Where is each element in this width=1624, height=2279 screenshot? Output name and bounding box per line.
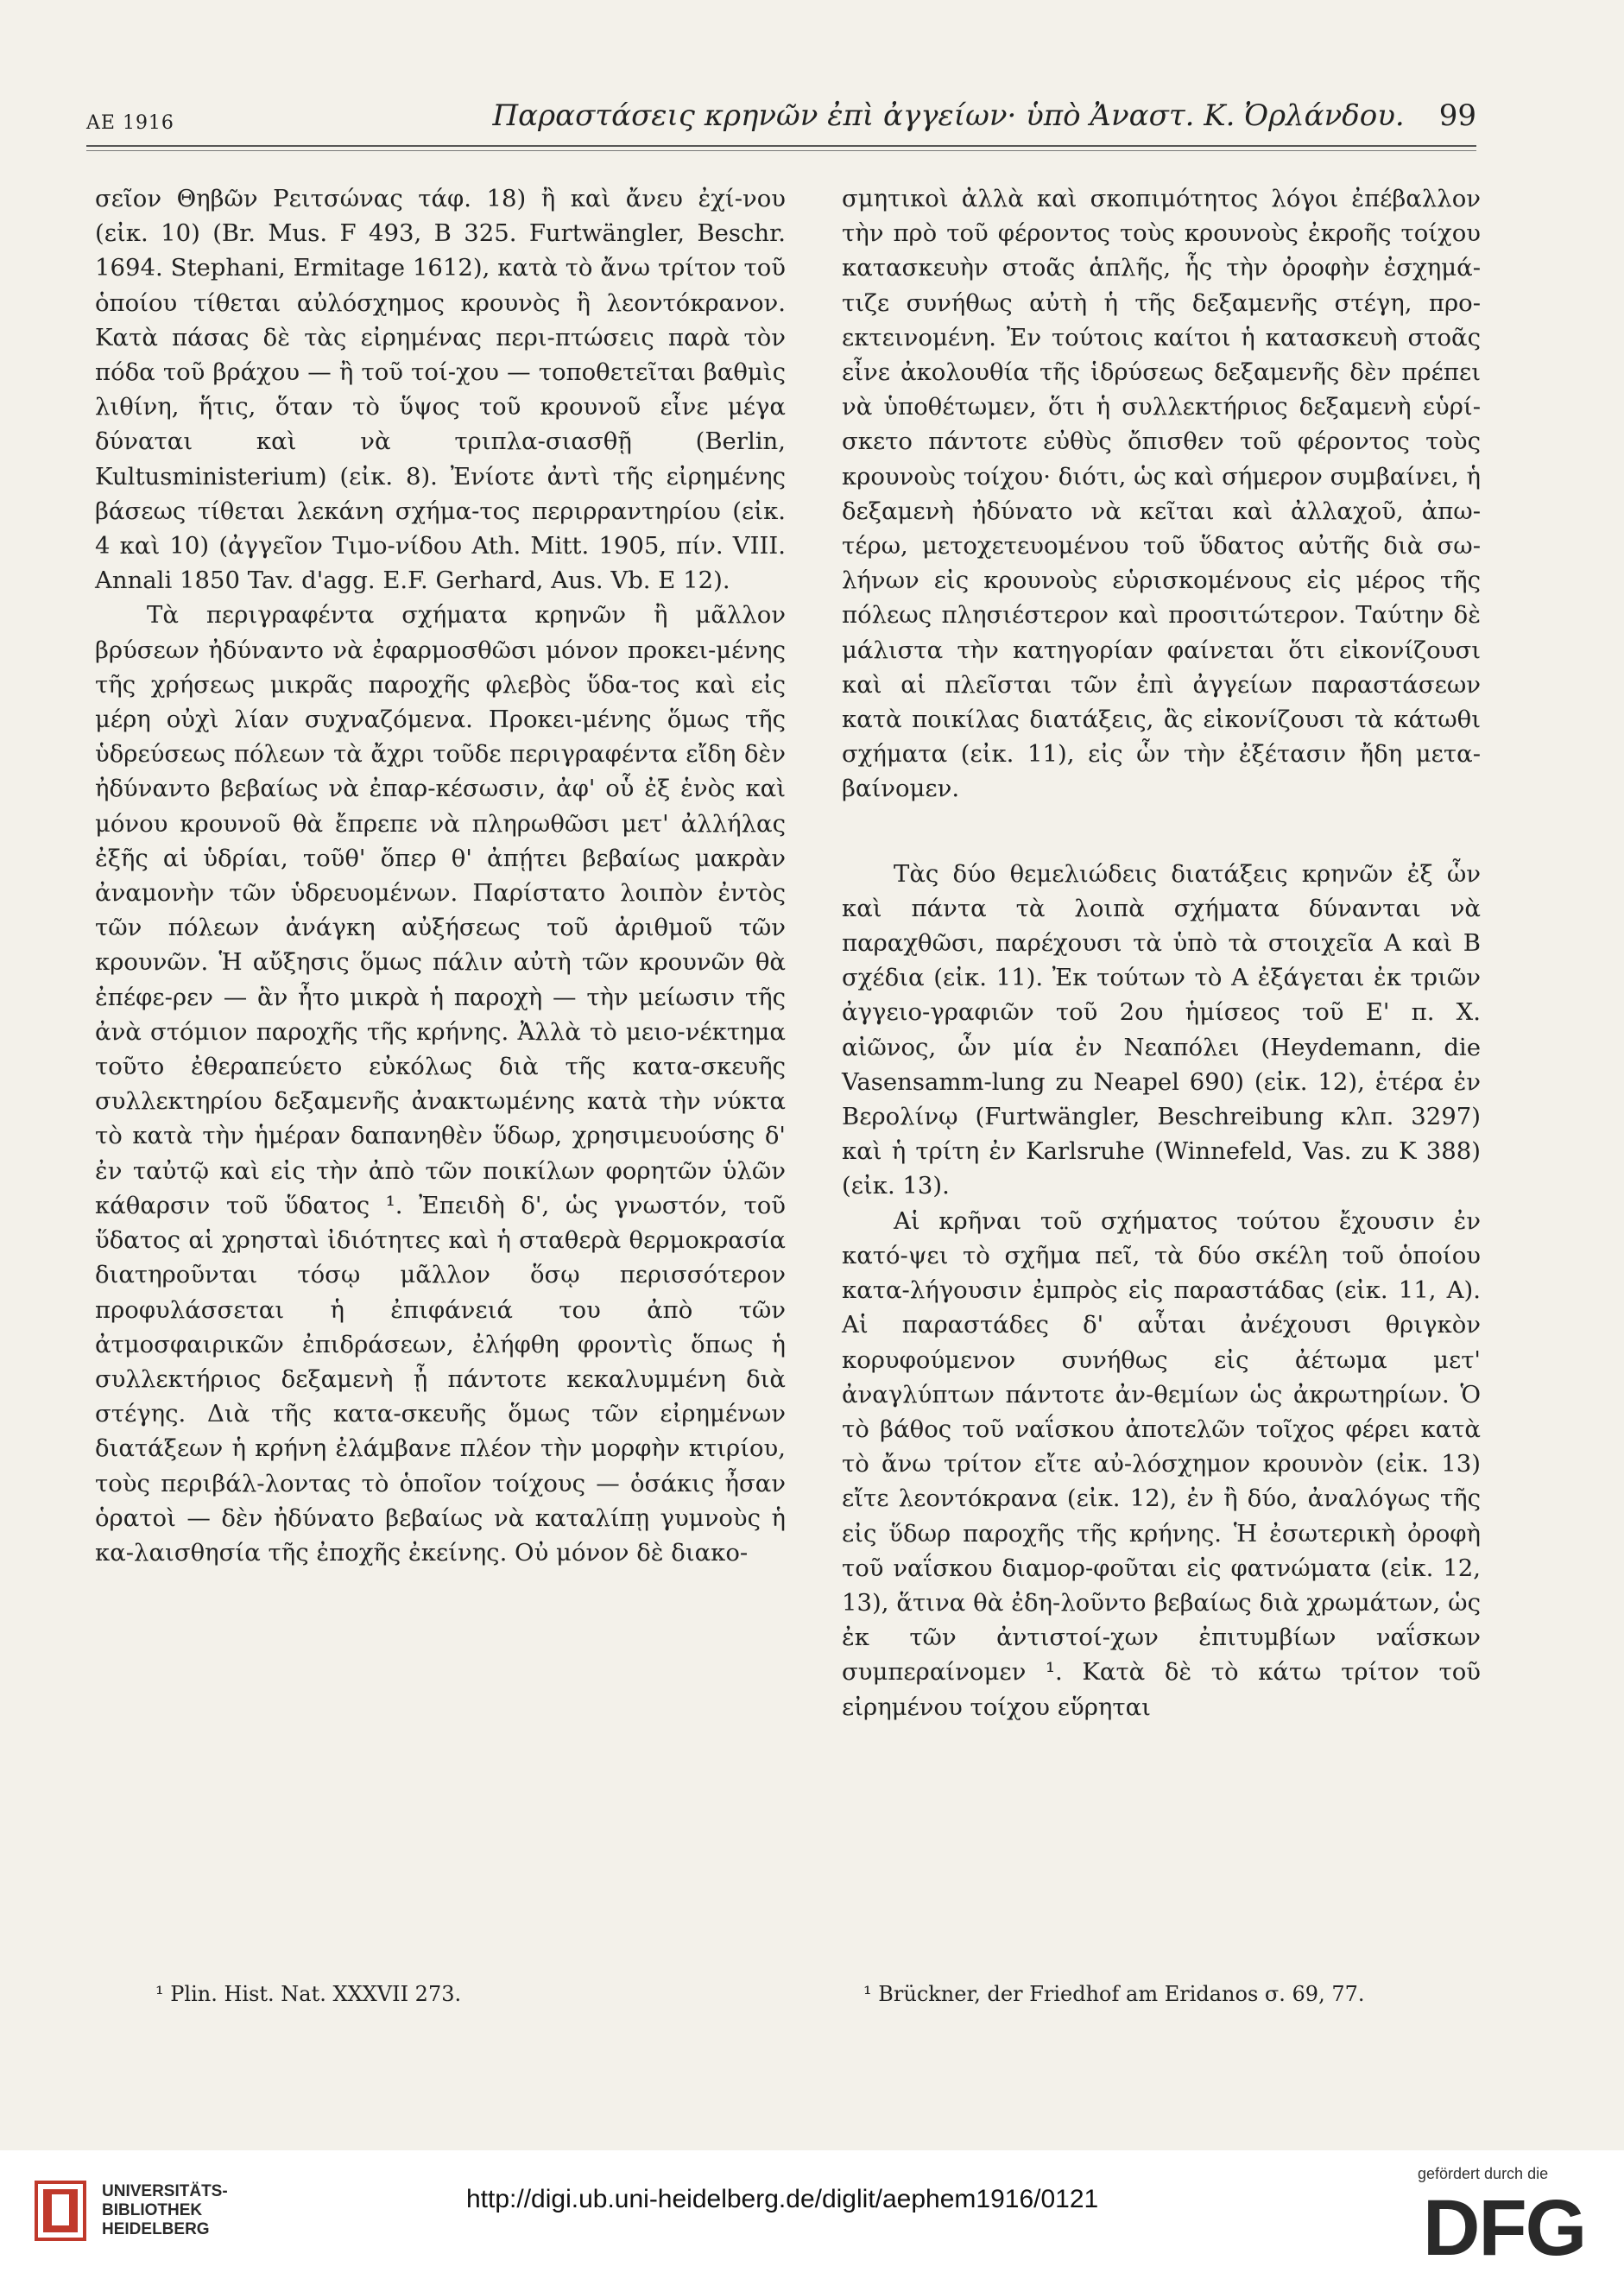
article-title: Παραστάσεις κρηνῶν ἐπὶ ἀγγείων· ὑπὸ Ἀναστ. Κ. Ὀρλάνδου. — [492, 98, 1405, 133]
library-line: HEIDELBERG — [102, 2220, 210, 2238]
library-name — [102, 2182, 228, 2239]
paragraph: Τὰς δύο θεμελιώδεις διατάξεις κρηνῶν ἐξ ὧν καὶ πάντα τὰ λοιπὰ σχήματα δύνανται νὰ παραχθῶσι, παρέχουσι τὰ ὑπὸ τὰ στοιχεῖα Α καὶ Β σχέδια (εἰκ. 11). Ἐκ τούτων τὸ Α ἐξάγεται ἐκ τριῶν ἀγγειο-γραφιῶν τοῦ 2ου ἡμίσεος τοῦ Ε' π. Χ. αἰῶνος, ὧν μία ἐν Νεαπόλει (Heydemann, die Vasensamm-lung zu Neapel 690) (εἰκ. 12), ἑτέρα ἐν Βερολίνῳ (Furtwängler, Beschreibung κλπ. 3297) καὶ ἡ τρίτη ἐν Karlsruhe (Winnefeld, Vas. zu K 388) (εἰκ. 13). — [842, 859, 1481, 1200]
paragraph: Αἱ κρῆναι τοῦ σχήματος τούτου ἔχουσιν ἐν κατό-ψει τὸ σχῆμα πεῖ, τὰ δύο σκέλη τοῦ ὁποίου κατα-λήγουσιν ἐμπρὸς εἰς παραστάδας (εἰκ. 11, Α). Αἱ παραστάδες δ' αὗται ἀνέχουσι θριγκὸν κορυφούμενον συνήθως εἰς ἀέτωμα μετ' ἀναγλύπτων πάντοτε ἀν-θεμίων ὡς ἀκρωτηρίων. Ὁ τὸ βάθος τοῦ ναΐσκου ἀποτελῶν τοῖχος φέρει κατὰ τὸ ἄνω τρίτον εἴτε αὐ-λόσχημον κρουνὸν (εἰκ. 13) εἴτε λεοντόκρανα (εἰκ. 12), ἐν ἢ δύο, ἀναλόγως τῆς εἰς ὕδωρ παροχῆς τῆς κρήνης. Ἡ ἐσωτερικὴ ὀροφὴ τοῦ ναΐσκου διαμορ-φοῦται εἰς φατνώματα (εἰκ. 12, 13), ἅτινα θὰ ἐδη-λοῦντο βεβαίως διὰ χρωμάτων, ὡς ἐκ τῶν ἀντιστοί-χων ἐπιτυμβίων ναΐσκων συμπεραίνομεν ¹. Κατὰ δὲ τὸ κάτω τρίτον τοῦ εἰρημένου τοίχου εὕρηται — [842, 1206, 1481, 1721]
digitization-url[interactable]: http://digi.ub.uni-heidelberg.de/diglit/aephem1916/0121 — [466, 2185, 1099, 2213]
right-column — [842, 181, 1481, 1725]
paragraph: σεῖον Θηβῶν Ρειτσώνας τάφ. 18) ἢ καὶ ἄνευ ἐχί-νου (εἰκ. 10) (Br. Mus. F 493, B 325. Furtwängler, Beschr. 1694. Stephani, Ermitage 1612), κατὰ τὸ ἄνω τρίτον τοῦ ὁποίου τίθεται αὐλόσχημος κρουνὸς ἢ λεοντόκρανον. Κατὰ πάσας δὲ τὰς εἰρημένας περι-πτώσεις παρὰ τὸν πόδα τοῦ βράχου — ἢ τοῦ τοί-χου — τοποθετεῖται βαθμὶς λιθίνη, ἥτις, ὅταν τὸ ὕψος τοῦ κρουνοῦ εἶνε μέγα δύναται καὶ νὰ τριπλα-σιασθῇ (Berlin, Kultusministerium) (εἰκ. 8). Ἐνίοτε ἀντὶ τῆς εἰρημένης βάσεως τίθεται λεκάνη σχήμα-τος περιρραντηρίου (εἰκ. 4 καὶ 10) (ἀγγεῖον Τιμο-νίδου Ath. Mitt. 1905, πίν. VIII. Annali 1850 Tav. d'agg. E.F. Gerhard, Aus. Vb. E 12). — [95, 185, 786, 595]
university-seal-icon — [35, 2181, 86, 2241]
library-line: UNIVERSITÄTS- — [102, 2182, 228, 2200]
journal-volume: ΑΕ 1916 — [86, 112, 174, 134]
header-rule-thin — [86, 150, 1476, 151]
footnote-right: ¹ Brückner, der Friedhof am Eridanos σ. 69, 77. — [863, 1982, 1365, 2006]
left-column — [95, 181, 786, 1570]
library-line: BIBLIOTHEK — [102, 2201, 203, 2219]
running-title — [493, 98, 1476, 133]
footnote-left: ¹ Plin. Hist. Nat. XXXVII 273. — [155, 1982, 462, 2006]
page-number: 99 — [1438, 98, 1476, 133]
header-rule — [86, 145, 1476, 147]
running-header — [86, 93, 1476, 145]
dfg-logo: DFG — [1423, 2184, 1586, 2272]
sponsor-label: gefördert durch die — [1418, 2165, 1549, 2182]
footer-bar — [0, 2150, 1624, 2279]
paragraph: Τὰ περιγραφέντα σχήματα κρηνῶν ἢ μᾶλλον βρύσεων ἠδύναντο νὰ ἐφαρμοσθῶσι μόνον προκει-μένης τῆς χρήσεως μικρᾶς παροχῆς φλεβὸς ὕδα-τος καὶ εἰς μέρη οὐχὶ λίαν συχναζόμενα. Προκει-μένης ὅμως τῆς ὑδρεύσεως πόλεων τὰ ἄχρι τοῦδε περιγραφέντα εἴδη δὲν ἠδύναντο βεβαίως νὰ ἐπαρ-κέσωσιν, ἀφ' οὗ ἐξ ἑνὸς καὶ μόνου κρουνοῦ θὰ ἔπρεπε νὰ πληρωθῶσι μετ' ἀλλήλας ἐξῆς αἱ ὑδρίαι, τοῦθ' ὅπερ θ' ἀπῄτει βεβαίως μακρὰν ἀναμονὴν τῶν ὑδρευομένων. Παρίστατο λοιπὸν ἐντὸς τῶν πόλεων ἀνάγκη αὐξήσεως τοῦ ἀριθμοῦ τῶν κρουνῶν. Ἡ αὔξησις ὅμως πάλιν αὐτὴ τῶν κρουνῶν θὰ ἐπέφε-ρεν — ἂν ἦτο μικρὰ ἡ παροχὴ — τὴν μείωσιν τῆς ἀνὰ στόμιον παροχῆς τῆς κρήνης. Ἀλλὰ τὸ μειο-νέκτημα τοῦτο ἐθεραπεύετο εὐκόλως διὰ τῆς κατα-σκευῆς συλλεκτηρίου δεξαμενῆς ἀνακτωμένης κατὰ τὴν νύκτα τὸ κατὰ τὴν ἡμέραν δαπανηθὲν ὕδωρ, χρησιμευούσης δ' ἐν ταὐτῷ καὶ εἰς τὴν ἀπὸ τῶν ποικίλων φορητῶν ὑλῶν κάθαρσιν τοῦ ὕδατος ¹. Ἐπειδὴ δ', ὡς γνωστόν, τοῦ ὕδατος αἱ χρησταὶ ἰδιότητες καὶ ἡ σταθερὰ θερμοκρασία διατηροῦνται τόσῳ μᾶλλον ὅσῳ περισσότερον προφυλάσσεται ἡ ἐπιφάνειά του ἀπὸ τῶν ἀτμοσφαιρικῶν ἐπιδράσεων, ἐλήφθη φροντὶς ὅπως ἡ συλλεκτήριος δεξαμενὴ ᾖ πάντοτε κεκαλυμμένη διὰ στέγης. Διὰ τῆς κατα-σκευῆς ὅμως τῶν εἰρημένων διατάξεων ἡ κρήνη ἐλάμβανε πλέον τὴν μορφὴν κτιρίου, τοὺς περιβάλ-λοντας τὸ ὁποῖον τοίχους — ὁσάκις ἦσαν ὁρατοὶ — δὲν ἠδύνατο βεβαίως νὰ καταλίπῃ γυμνοὺς ἡ κα-λαισθησία τῆς ἐποχῆς ἐκείνης. Οὐ μόνον δὲ διακο- — [95, 601, 786, 1567]
paragraph: σμητικοὶ ἀλλὰ καὶ σκοπιμότητος λόγοι ἐπέβαλλον τὴν πρὸ τοῦ φέροντος τοὺς κρουνοὺς ἐκροῆς τοίχου κατασκευὴν στοᾶς ἁπλῆς, ἧς τὴν ὀροφὴν ἐσχημά-τιζε συνήθως αὐτὴ ἡ τῆς δεξαμενῆς στέγη, προ-εκτεινομένη. Ἐν τούτοις καίτοι ἡ κατασκευὴ στοᾶς εἶνε ἀκολουθία τῆς ἱδρύσεως δεξαμενῆς δὲν πρέπει νὰ ὑποθέτωμεν, ὅτι ἡ συλλεκτήριος δεξαμενὴ εὑρί-σκετο πάντοτε εὐθὺς ὄπισθεν τοῦ φέροντος τοὺς κρουνοὺς τοίχου· διότι, ὡς καὶ σήμερον συμβαίνει, ἡ δεξαμενὴ ἠδύνατο νὰ κεῖται καὶ ἀλλαχοῦ, ἀπω-τέρω, μετοχετευομένου τοῦ ὕδατος αὐτῆς διὰ σω-λήνων εἰς κρουνοὺς εὑρισκομένους εἰς μέρος τῆς πόλεως πλησιέστερον καὶ προσιτώτερον. Ταύτην δὲ μάλιστα τὴν κατηγορίαν φαίνεται ὅτι εἰκονίζουσι καὶ αἱ πλεῖσται τῶν ἐπὶ ἀγγείων παραστάσεων κατὰ ποικίλας διατάξεις, ἃς εἰκονίζουσι τὰ κάτωθι σχήματα (εἰκ. 11), εἰς ὧν τὴν ἐξέτασιν ἤδη μετα-βαίνομεν. — [842, 185, 1481, 803]
